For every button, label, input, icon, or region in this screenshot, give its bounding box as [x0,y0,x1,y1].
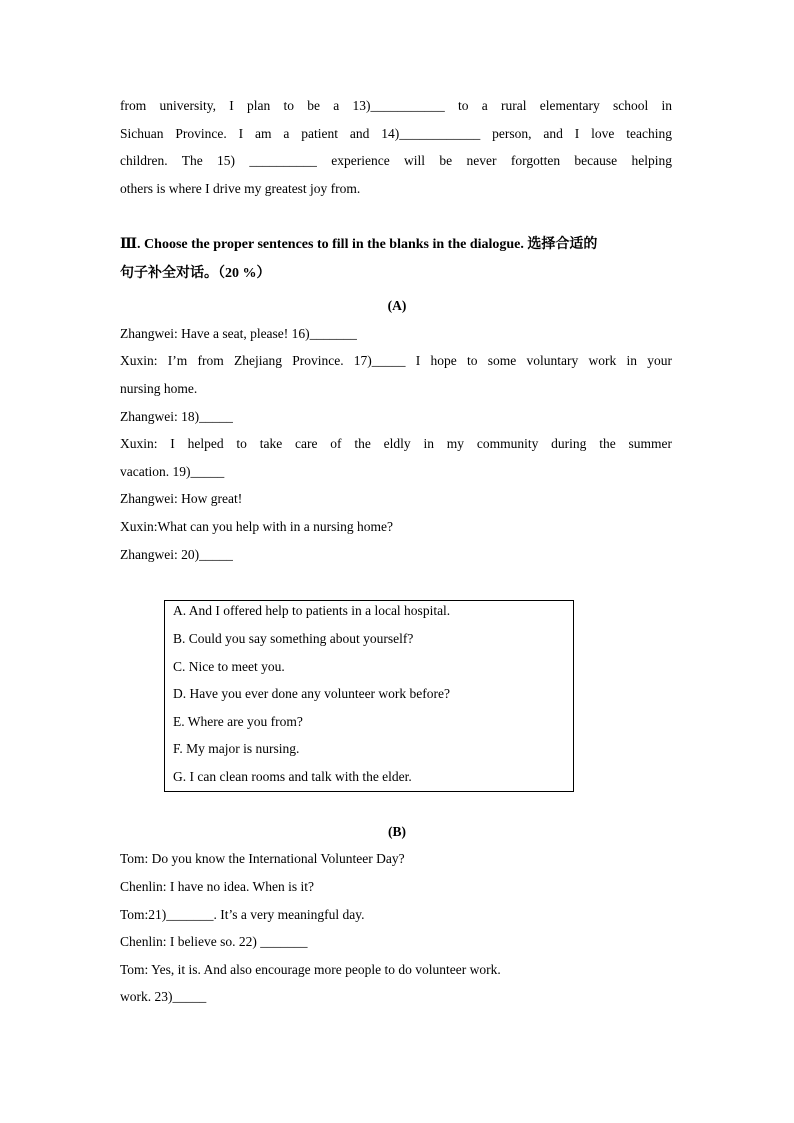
dialogue-b-line-1: Tom: Do you know the International Volunteer Day? [120,851,405,866]
options-box [164,600,574,792]
dialogue-b-line-3: Tom:21)_______. It’s a very meaningful day. [120,907,365,922]
passage-line-2: Sichuan Province. I am a patient and 14)____________ person, and I love teaching [120,126,672,141]
dialogue-a-line-9: Zhangwei: 20)_____ [120,547,233,562]
option-d: D. Have you ever done any volunteer work before? [173,686,451,701]
dialogue-a-line-8: Xuxin:What can you help with in a nursing home? [120,519,393,534]
dialogue-b-line-4: Chenlin: I believe so. 22) _______ [120,934,308,949]
dialogue-a-line-4: Zhangwei: 18)_____ [120,409,233,424]
dialogue-a-label: (A) [387,298,407,313]
dialogue-b-line-5: Tom: Yes, it is. And also encourage more people to do volunteer work. [120,962,501,977]
dialogue-a-line-2: Xuxin: I’m from Zhejiang Province. 17)_____ I hope to some voluntary work in your [120,353,672,368]
section-heading-line-1: Ⅲ. Choose the proper sentences to fill in the blanks in the dialogue. 选择合适的 [120,237,598,252]
option-e: E. Where are you from? [173,714,303,729]
dialogue-b-line-6: work. 23)_____ [120,989,207,1004]
passage-line-3: children. The 15) __________ experience will be never forgotten because helping [120,153,672,168]
option-b: B. Could you say something about yourself? [173,631,414,646]
dialogue-b-label: (B) [388,824,406,839]
option-g: G. I can clean rooms and talk with the elder. [173,769,412,784]
passage-line-1: from university, I plan to be a 13)___________ to a rural elementary school in [120,98,672,113]
section-heading-line-2: 句子补全对话。（20 %） [120,266,271,281]
option-a: A. And I offered help to patients in a local hospital. [173,603,451,618]
option-c: C. Nice to meet you. [173,659,285,674]
dialogue-a-line-7: Zhangwei: How great! [120,491,243,506]
passage-line-4: others is where I drive my greatest joy from. [120,181,361,196]
dialogue-b-line-2: Chenlin: I have no idea. When is it? [120,879,314,894]
dialogue-a-line-5: Xuxin: I helped to take care of the eldly in my community during the summer [120,436,672,451]
dialogue-a-line-6: vacation. 19)_____ [120,464,225,479]
dialogue-a-line-1: Zhangwei: Have a seat, please! 16)_______ [120,326,357,341]
dialogue-a-line-3: nursing home. [120,381,198,396]
option-f: F. My major is nursing. [173,741,300,756]
